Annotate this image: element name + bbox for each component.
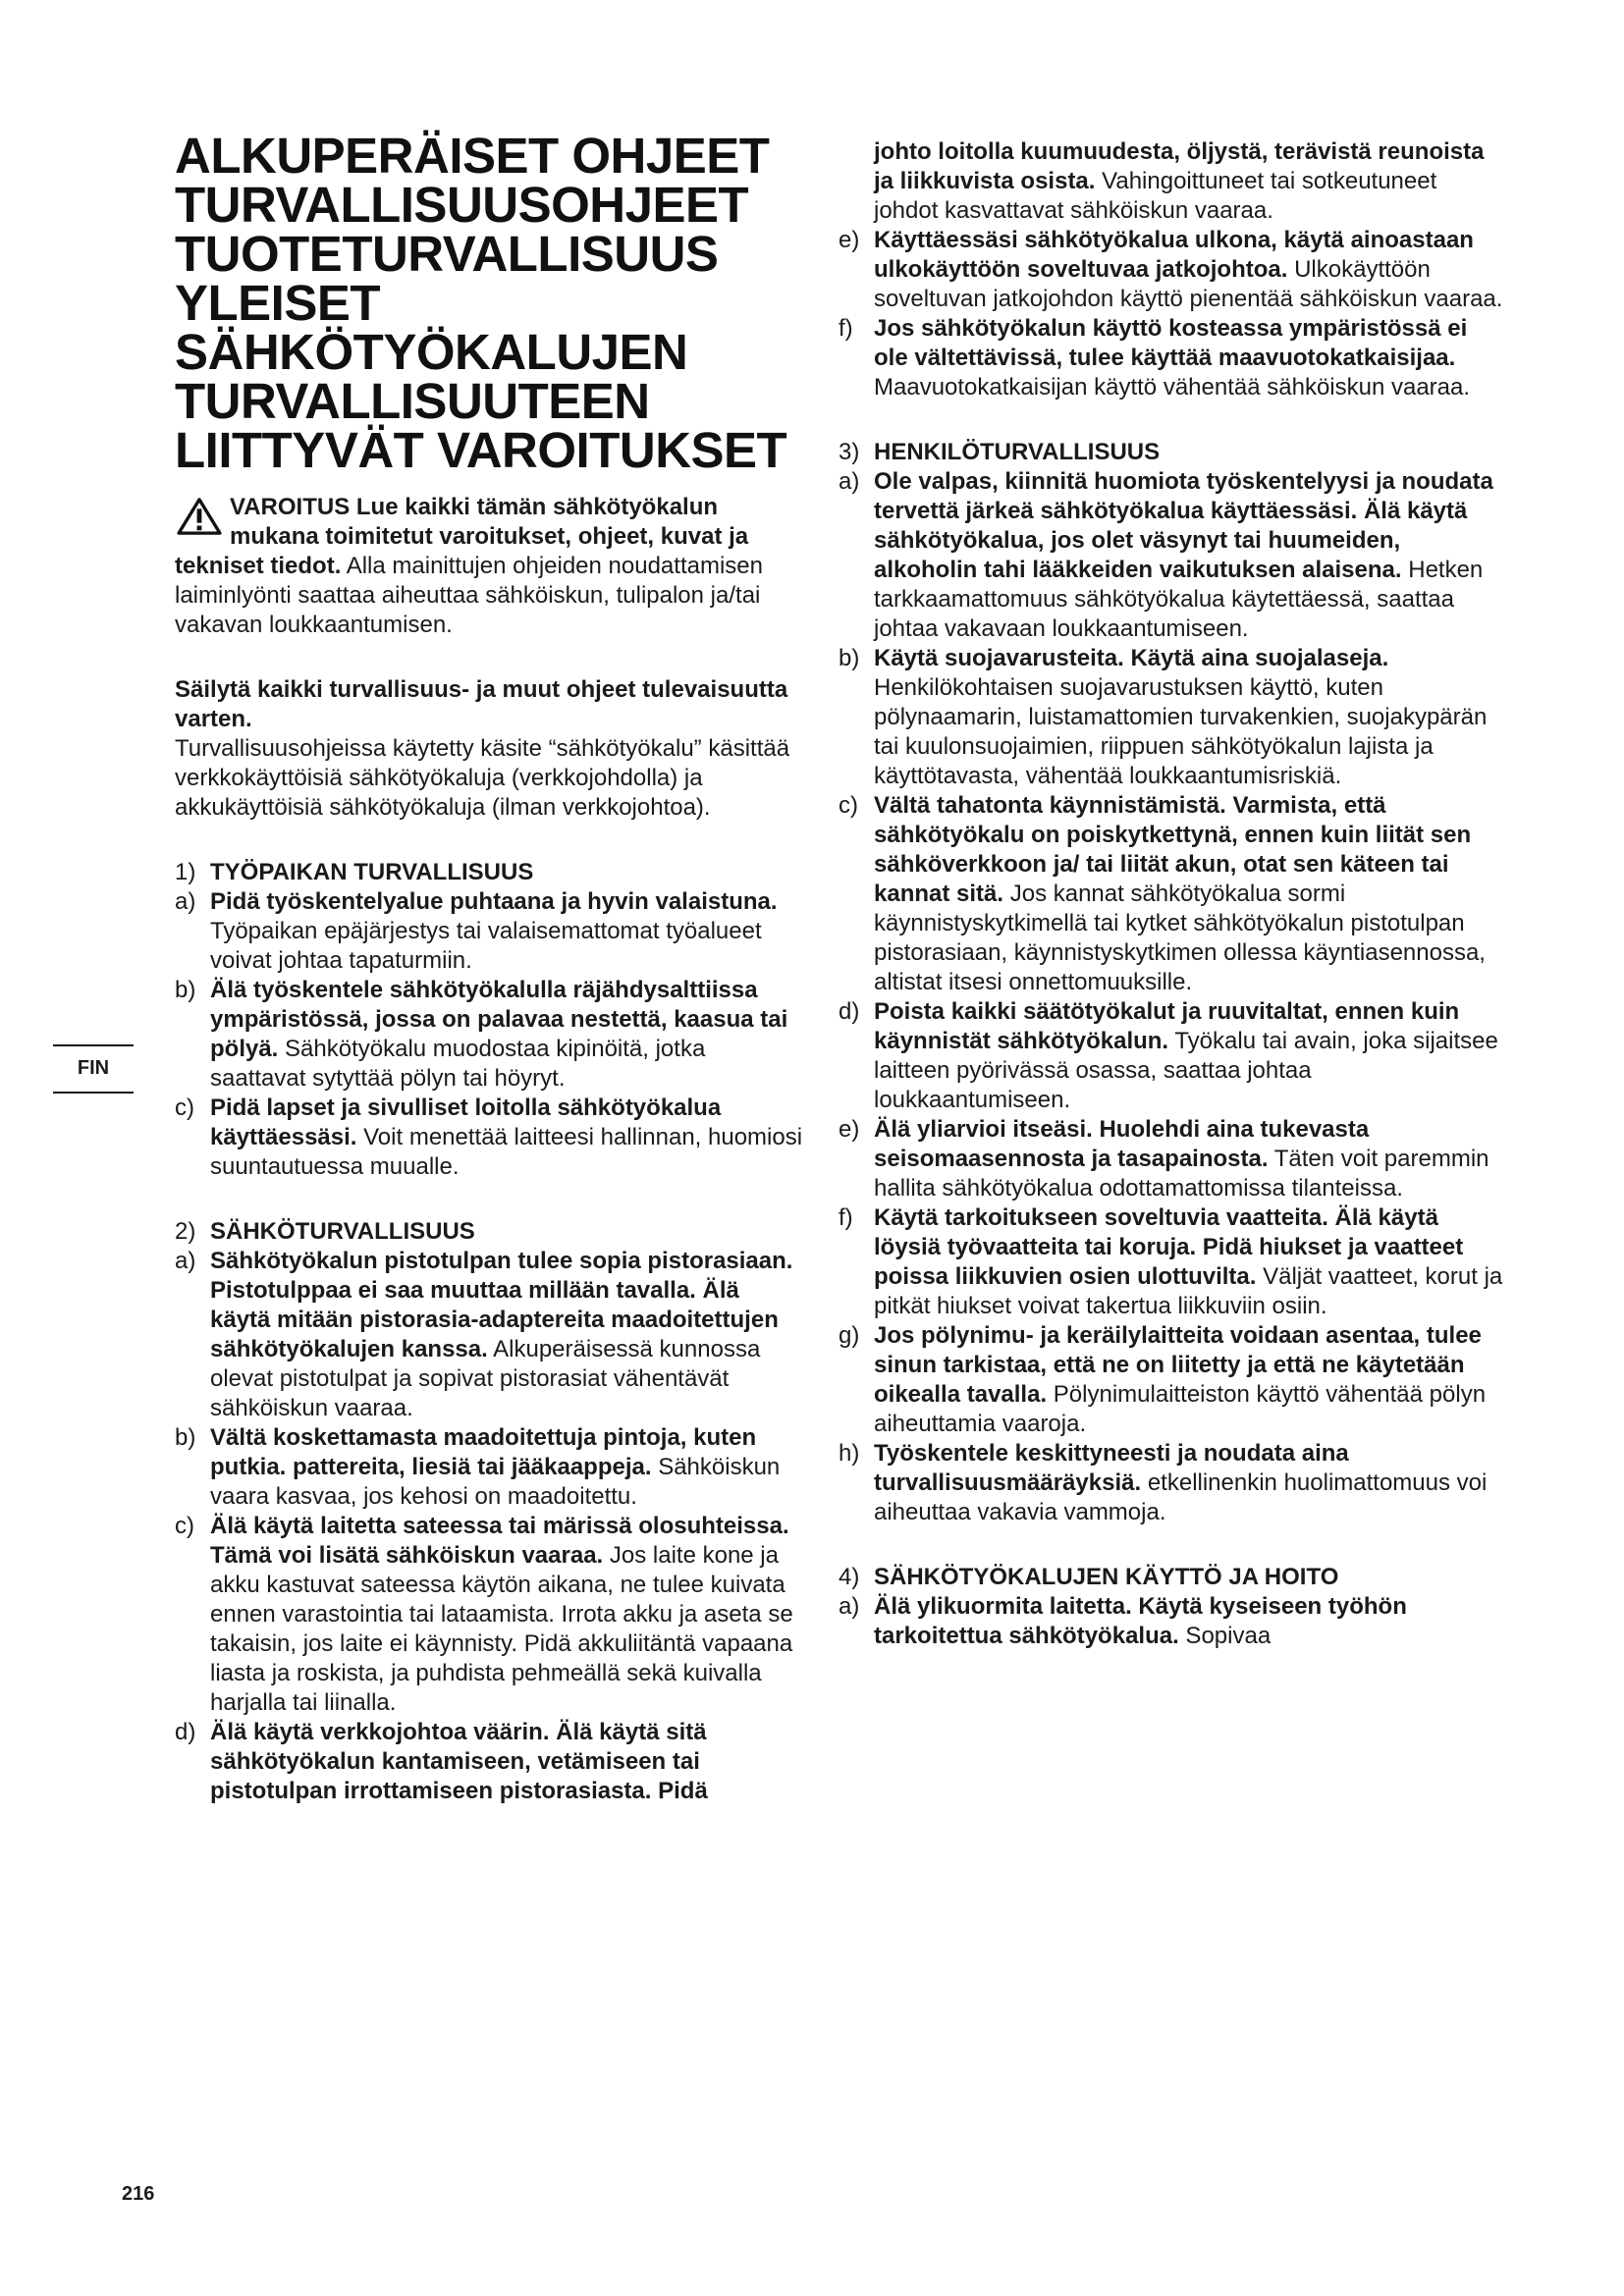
- language-label: FIN: [77, 1057, 110, 1079]
- list-item: a) Sähkötyökalun pistotulpan tulee sopia pistorasiaan. Pistotulppaa ei saa muuttaa millään tavalla. Älä käytä mitään pistorasia-adaptereita maadoitettujen sähkötyökalujen kanssa. Alkuperäisessä kunnossa olevat pistotulpat ja sopivat pistorasiat vähentävät sähköiskun vaaraa.: [175, 1248, 793, 1421]
- right-column: [839, 137, 1506, 1651]
- list-item: e) Käyttäessäsi sähkötyökalua ulkona, käytä ainoastaan ulkokäyttöön soveltuvaa jatkojohtoa. Ulkokäyttöön soveltuvan jatkojohdon käyttö pienentää sähköiskun vaaraa.: [839, 227, 1503, 312]
- list-item: d) Älä käytä verkkojohtoa väärin. Älä käytä sitä sähkötyökalun kantamiseen, vetämiseen tai pistotulpan irrottamiseen pistorasiasta. Pidä: [175, 1719, 708, 1804]
- title-line: ALKUPERÄISET OHJEET: [175, 128, 770, 184]
- warning-paragraph: [175, 493, 803, 640]
- section-4-title: 4) SÄHKÖTYÖKALUJEN KÄYTTÖ JA HOITO: [839, 1564, 1339, 1590]
- section-3-title: 3) HENKILÖTURVALLISUUS: [839, 439, 1161, 465]
- list-item: h) Työskentele keskittyneesti ja noudata aina turvallisuusmääräyksiä. etkellinenkin huolimattomuus voi aiheuttaa vakavia vammoja.: [839, 1440, 1488, 1525]
- page-number: 216: [122, 2183, 155, 2205]
- list-item: b) Älä työskentele sähkötyökalulla räjähdysalttiissa ympäristössä, jossa on palavaa nestettä, kaasua tai pölyä. Sähkötyökalu muodostaa kipinöitä, jotka saattavat sytyttää pölyn tai höyryt.: [175, 977, 788, 1092]
- list-item: c) Älä käytä laitetta sateessa tai märissä olosuhteissa. Tämä voi lisätä sähköiskun vaaraa. Jos laite kone ja akku kastuvat sateessa käytön aikana, ne tulee kuivata ennen varastointia tai lataamista. Irrota akku ja aseta se takaisin, jos laite ei käynnisty. Pidä akkuliitäntä vapaana liasta ja roskista, ja puhdista pehmeällä sekä kuivalla harjalla tai liinalla.: [175, 1513, 793, 1716]
- section-2-title: 2) SÄHKÖTURVALLISUUS: [175, 1218, 475, 1245]
- list-item: a) Ole valpas, kiinnitä huomiota työskentelyysi ja noudata tervettä järkeä sähkötyökalua käyttäessäsi. Älä käytä sähkötyökalua, jos olet väsynyt tai huumeiden, alkoholin tahi lääkkeiden vaikutuksen alaisena. Hetken tarkkaamattomuus sähkötyökalua käytettäessä, saattaa johtaa vakavaan loukkaantumiseen.: [839, 468, 1493, 642]
- list-item: f) Jos sähkötyökalun käyttö kosteassa ympäristössä ei ole vältettävissä, tulee käyttää maavuotokatkaisijaa. Maavuotokatkaisijan käyttö vähentää sähköiskun vaaraa.: [839, 315, 1471, 400]
- list-item: d) Poista kaikki säätötyökalut ja ruuvitaltat, ennen kuin käynnistät sähkötyökalun. Työkalu tai avain, joka sijaitsee laitteen pyörivässä osassa, saattaa johtaa loukkaantumiseen.: [839, 998, 1498, 1113]
- section-1-title: 1) TYÖPAIKAN TURVALLISUUS: [175, 859, 534, 885]
- list-item: f) Käytä tarkoitukseen soveltuvia vaatteita. Älä käytä löysiä työvaatteita tai koruja. Pidä hiukset ja vaatteet poissa liikkuvien osien ulottuvilta. Väljät vaatteet, korut ja pitkät hiukset voivat takertua liikkuviin osiin.: [839, 1204, 1503, 1319]
- list-item: c) Vältä tahatonta käynnistämistä. Varmista, että sähkötyökalu on poiskytkettynä, ennen kuin liität sen sähköverkkoon ja/ tai liität akun, otat sen käteen tai kannat sitä. Jos kannat sähkötyökalua sormi käynnistyskytkimellä tai kytket sähkötyökalun pistotulpan pistorasiaan, käynnistyskytkimen ollessa käyntiasennossa, altistat itsesi onnettomuuksille.: [839, 792, 1486, 995]
- title-line: TURVALLISUUSOHJEET: [175, 177, 749, 233]
- list-item: g) Jos pölynimu- ja keräilylaitteita voidaan asentaa, tulee sinun tarkistaa, että ne on liitetty ja että ne käytetään oikealla tavalla. Pölynimulaitteiston käyttö vähentää pölyn aiheuttamia vaaroja.: [839, 1322, 1487, 1437]
- title-line: YLEISET: [175, 275, 381, 331]
- title-line: SÄHKÖTYÖKALUJEN: [175, 324, 688, 380]
- list-item: a) Älä ylikuormita laitetta. Käytä kyseiseen työhön tarkoitettua sähkötyökalua. Sopivaa: [839, 1593, 1407, 1649]
- list-item: b) Vältä koskettamasta maadoitettuja pintoja, kuten putkia. pattereita, liesiä tai jääkaappeja. Sähköiskun vaara kasvaa, jos kehosi on maadoitettu.: [175, 1424, 781, 1510]
- list-item: b) Käytä suojavarusteita. Käytä aina suojalaseja. Henkilökohtaisen suojavarustuksen käyttö, kuten pölynaamarin, luistamattomien turvakenkien, suojakypärän tai kuulonsuojaimien, riippuen sähkötyökalun lajista ja käyttötavasta, vähentää loukkaantumisriskiä.: [839, 645, 1488, 789]
- keep-instructions: Säilytä kaikki turvallisuus- ja muut ohjeet tulevaisuutta varten. Turvallisuusohjeissa käytetty käsite “sähkötyökalu” käsittää verkkokäyttöisiä sähkötyökaluja (verkkojohdolla) ja akkukäyttöisiä sähkötyökaluja (ilman verkkojohtoa).: [175, 676, 790, 821]
- list-item-continued: johto loitolla kuumuudesta, öljystä, terävistä reunoista ja liikkuvista osista. Vahingoittuneet tai sotkeutuneet johdot kasvattavat sähköiskun vaaraa.: [874, 138, 1485, 224]
- left-column: [175, 128, 803, 1806]
- warning-triangle-icon: [175, 497, 224, 536]
- side-divider-bottom: [53, 1092, 134, 1094]
- title-line: TURVALLISUUTEEN: [175, 373, 650, 429]
- warning-bold: VAROITUS Lue kaikki tämän sähkötyökalun mukana toimitetut varoitukset, ohjeet, kuvat ja tekniset tiedot.: [175, 494, 749, 579]
- page-title: [175, 128, 803, 478]
- list-item: c) Pidä lapset ja sivulliset loitolla sähkötyökalua käyttäessäsi. Voit menettää laitteesi hallinnan, huomiosi suuntautuessa muualle.: [175, 1095, 803, 1180]
- title-line: TUOTETURVALLISUUS: [175, 226, 719, 282]
- warning-text: Alla mainittujen ohjeiden noudattamisen laiminlyönti saattaa aiheuttaa sähköiskun, tulipalon ja/tai vakavan loukkaantumisen.: [175, 553, 763, 638]
- list-item: a) Pidä työskentelyalue puhtaana ja hyvin valaistuna. Työpaikan epäjärjestys tai valaisemattomat työalueet voivat johtaa tapaturmiin.: [175, 888, 778, 974]
- list-item: e) Älä yliarvioi itseäsi. Huolehdi aina tukevasta seisomaasennosta ja tasapainosta. Täten voit paremmin hallita sähkötyökalua odottamattomissa tilanteissa.: [839, 1116, 1489, 1201]
- title-line: LIITTYVÄT VAROITUKSET: [175, 422, 787, 478]
- side-divider-top: [53, 1044, 134, 1046]
